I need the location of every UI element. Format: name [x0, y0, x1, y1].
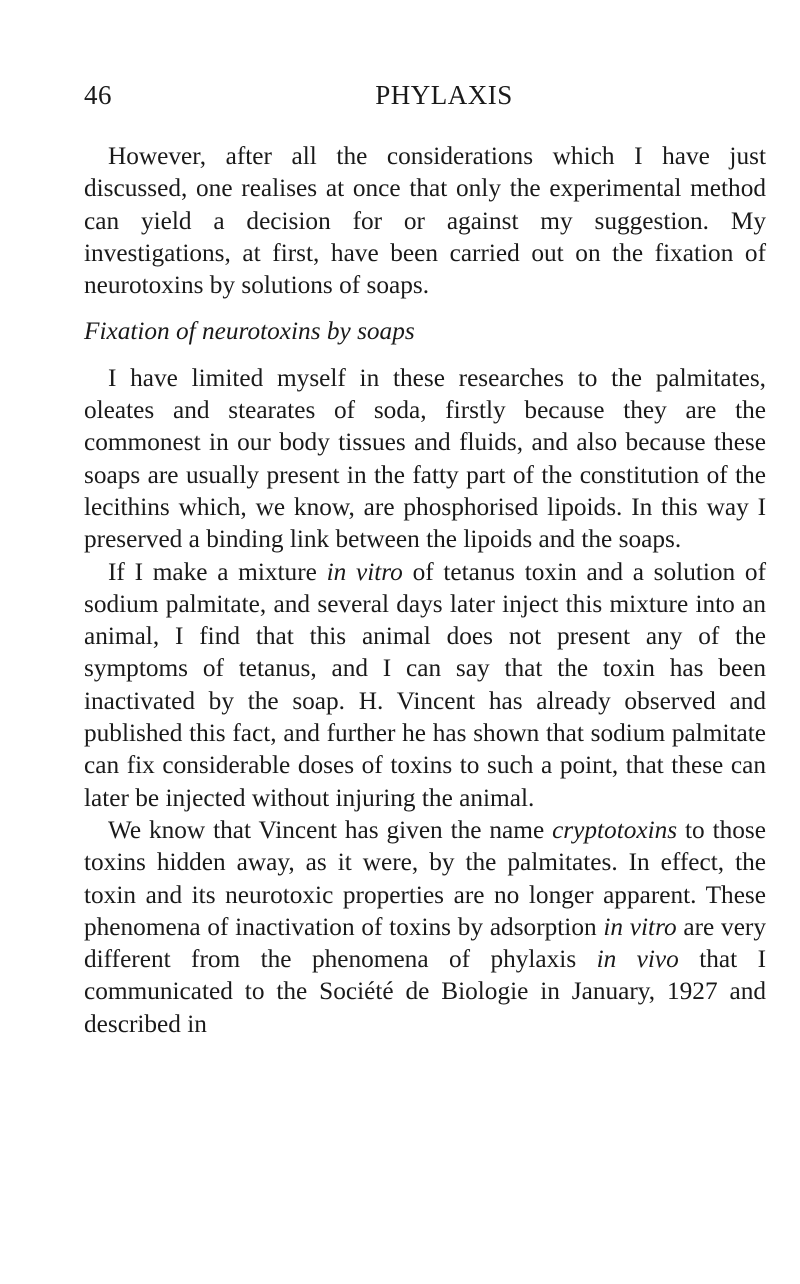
- running-title: PHYLAXIS: [375, 80, 513, 110]
- italic-term: in vitro: [326, 557, 403, 586]
- paragraph: [84, 556, 766, 814]
- text-run: to those toxins hidden away, as it were, by the palmitates. In effect, the toxin and its neurotoxic properties are no longer apparent. These phenomena of inactivation of toxins by adsorption: [84, 815, 766, 941]
- body-text: [84, 140, 766, 1040]
- paragraph: [84, 814, 766, 1040]
- paragraph: I have limited myself in these researches to the palmitates, oleates and stearates of soda, firstly because they are the commonest in our body tissues and fluids, and also because these soaps are usually present in the fatty part of the constitution of the lecithins which, we know, are phosphorised lipoids. In this way I preserved a binding link between the lipoids and the soaps.: [84, 363, 766, 554]
- page-number: 46: [84, 80, 112, 110]
- text-run: of tetanus toxin and a solution of sodium palmitate, and several days later inject this mixture into an animal, I find that this animal does not present any of the symptoms of tetanus, and I can say that the toxin has been inactivated by the soap. H. Vincent has already observed and published this fact, and further he has shown that sodium palmitate can fix considerable doses of toxins to such a point, that these can later be injected without injuring the animal.: [84, 557, 766, 812]
- italic-term: in vitro: [603, 912, 677, 941]
- text-run: If I make a mixture: [108, 557, 327, 586]
- section-heading: Fixation of neurotoxins by soaps: [84, 317, 415, 346]
- text-run: are very different from the phenomena of phylaxis: [84, 912, 766, 974]
- paragraph: However, after all the considerations which I have just discussed, one realises at once that only the experimental method can yield a decision for or against my suggestion. My investigations, at first, have been carried out on the fixation of neurotoxins by solutions of soaps.: [84, 142, 766, 300]
- text-run: that I communicated to the Société de Biologie in January, 1927 and described in: [84, 945, 766, 1038]
- italic-term: in vivo: [596, 945, 679, 974]
- running-head: [84, 80, 764, 120]
- italic-term: cryptotoxins: [552, 815, 678, 844]
- text-run: We know that Vincent has given the name: [108, 815, 553, 844]
